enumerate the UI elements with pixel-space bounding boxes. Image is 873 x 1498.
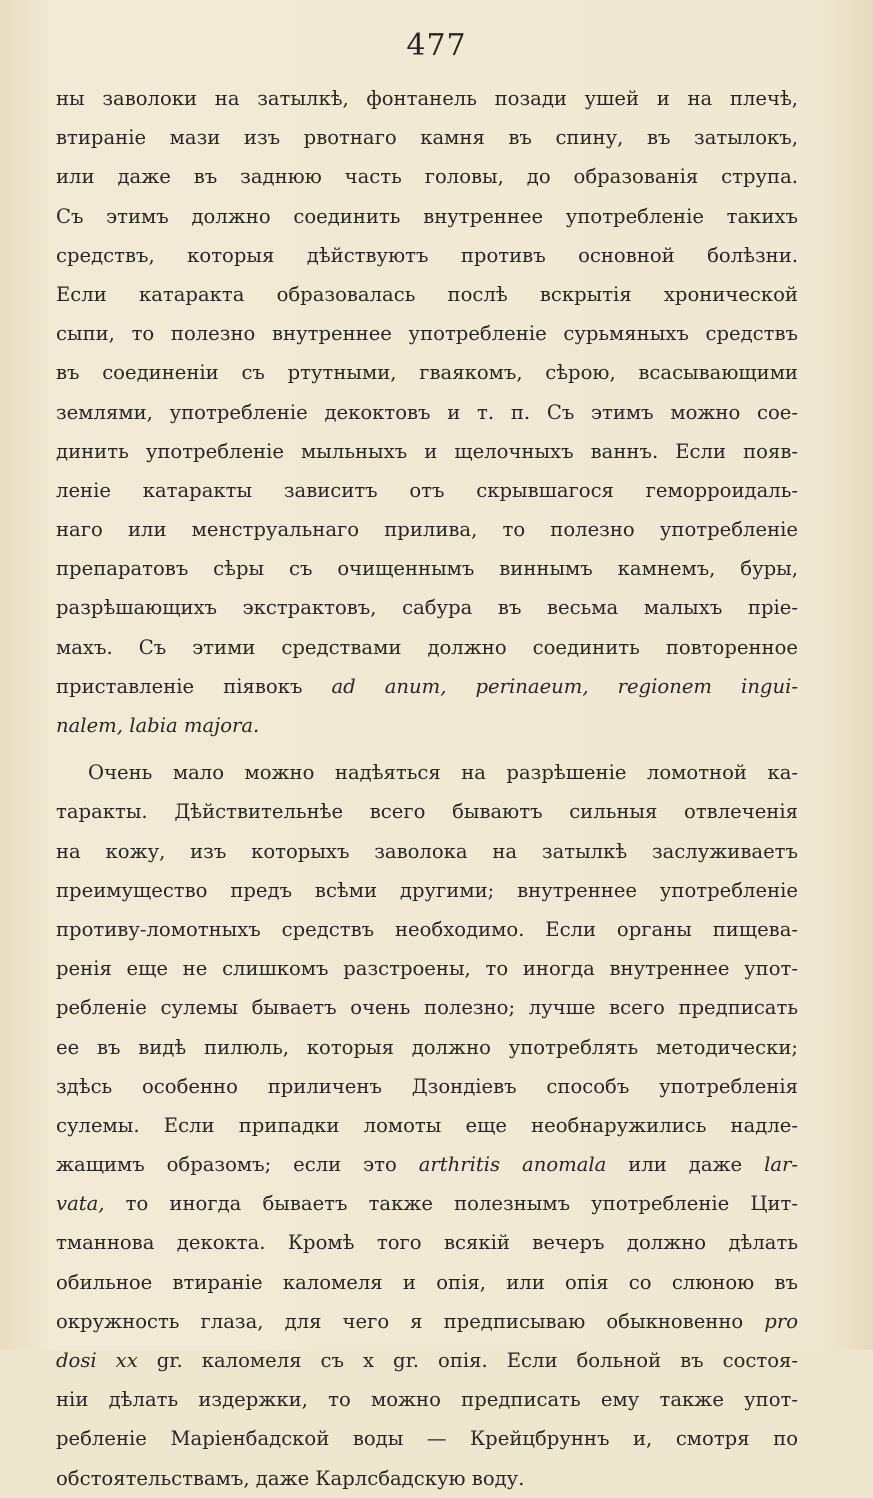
latin-phrase: vata, [56, 1192, 105, 1216]
text-line: препаратовъ сѣры съ очищеннымъ виннымъ камнемъ, буры, [56, 557, 798, 581]
text-line: тманнова декокта. Кромѣ того всякій вечеръ должно дѣлать [56, 1231, 798, 1255]
text-line: преимущество предъ всѣми другими; внутреннее употребленіе [56, 878, 798, 902]
text-line: динить употребленіе мыльныхъ и щелочныхъ ваннъ. Если появ- [56, 439, 798, 463]
text-segment: приставленіе піявокъ [56, 674, 303, 698]
text-segment: то иногда бываетъ также полезнымъ употребленіе Цит- [125, 1192, 798, 1216]
text-line: обильное втираніе каломеля и опія, или опія со слюною въ [56, 1270, 798, 1294]
latin-line: nalem, labia majora. [56, 714, 260, 737]
text-line: противу-ломотныхъ средствъ необходимо. Если органы пищева- [56, 917, 798, 941]
text-line: втираніе мази изъ рвотнаго камня въ спину, въ затылокъ, [56, 126, 798, 150]
text-line: наго или менструальнаго прилива, то полезно употребленіе [56, 518, 798, 542]
paragraph-2 [56, 753, 798, 1498]
text-line: махъ. Съ этими средствами должно соединить повторенное [56, 635, 798, 659]
text-line: ны заволоки на затылкѣ, фонтанель позади ушей и на плечѣ, [56, 87, 798, 110]
text-line: ренія еще не слишкомъ разстроены, то иногда внутреннее упот- [56, 957, 798, 981]
paragraph-1 [56, 79, 798, 745]
text-line: ребленіе сулемы бываетъ очень полезно; лучше всего предписать [56, 996, 798, 1020]
latin-phrase: lar- [764, 1153, 799, 1177]
text-segment: или даже [628, 1153, 743, 1177]
text-line: въ соединеніи съ ртутными, гваякомъ, сѣрою, всасывающими [56, 361, 798, 385]
text-segment: окружность глаза, для чего я предписываю обыкновенно [56, 1309, 744, 1333]
latin-phrase: arthritis anomala [418, 1153, 607, 1177]
text-line: сулемы. Если припадки ломоты еще необнаружились надле- [56, 1113, 798, 1137]
text-line-mixed [56, 1184, 798, 1223]
latin-phrase: ad anum, perinaeum, regionem ingui- [331, 674, 798, 698]
text-line: таракты. Дѣйствительнѣе всего бываютъ сильныя отвлеченія [56, 800, 798, 824]
text-line: или даже въ заднюю часть головы, до образованія струпа. [56, 165, 798, 189]
text-line: на кожу, изъ которыхъ заволока на затылкѣ заслуживаетъ [56, 839, 798, 863]
text-line-mixed [56, 1145, 798, 1184]
text-line: леніе катаракты зависитъ отъ скрывшагося геморроидаль- [56, 478, 798, 502]
page-text [56, 79, 798, 1498]
text-line: ніи дѣлать издержки, то можно предписать ему также упот- [56, 1388, 798, 1412]
text-line: средствъ, которыя дѣйствуютъ противъ основной болѣзни. [56, 243, 798, 267]
text-segment: gr. каломеля съ x gr. опія. Если больной въ состоя- [156, 1349, 798, 1372]
text-line: землями, употребленіе декоктовъ и т. п. Съ этимъ можно сое- [56, 400, 798, 424]
page-number: 477 [406, 28, 467, 63]
text-line: ее въ видѣ пилюль, которыя должно употреблять методически; [56, 1035, 798, 1059]
text-line-mixed [56, 1302, 798, 1341]
text-line: здѣсь особенно приличенъ Дзондіевъ способъ употребленія [56, 1074, 798, 1098]
text-line: Очень мало можно надѣяться на разрѣшеніе ломотной ка- [88, 761, 798, 785]
text-line: Если катаракта образовалась послѣ вскрытія хронической [56, 282, 798, 306]
text-line: Съ этимъ должно соединить внутреннее употребленіе такихъ [56, 204, 798, 228]
text-line-mixed [56, 1341, 798, 1380]
text-line: разрѣшающихъ экстрактовъ, сабура въ весьма малыхъ пріе- [56, 596, 798, 620]
text-line: обстоятельствамъ, даже Карлсбадскую воду. [56, 1466, 525, 1490]
text-line: сыпи, то полезно внутреннее употребленіе сурьмяныхъ средствъ [56, 322, 798, 346]
text-line-mixed [56, 667, 798, 706]
text-segment: жащимъ образомъ; если это [56, 1153, 397, 1177]
latin-phrase: pro [764, 1309, 798, 1333]
latin-phrase: dosi xx [56, 1349, 138, 1372]
text-line: ребленіе Маріенбадской воды — Крейцбруннъ и, смотря по [56, 1427, 798, 1451]
